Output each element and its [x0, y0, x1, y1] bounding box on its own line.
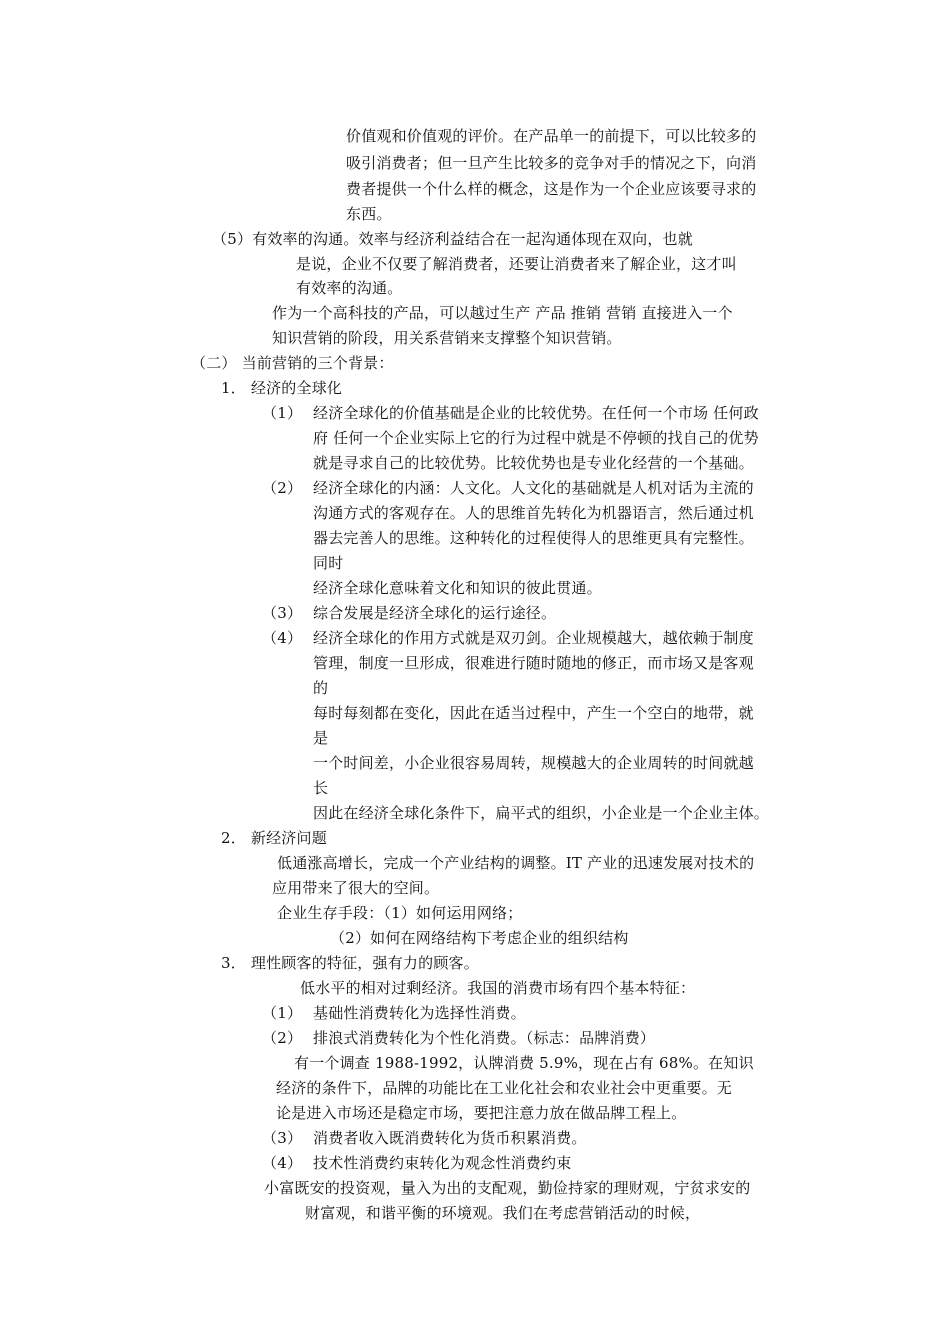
text-line: 技术性消费约束转化为观念性消费约束 — [313, 1154, 572, 1172]
text-line: （2）如何在网络结构下考虑企业的组织结构 — [330, 929, 629, 947]
text-line: 东西。 — [346, 205, 392, 223]
text-line: 同时 — [313, 554, 344, 572]
list-marker: （2） — [262, 1029, 303, 1047]
text-line: 经济全球化意味着文化和知识的彼此贯通。 — [313, 579, 602, 597]
text-line: 低水平的相对过剩经济。我国的消费市场有四个基本特征： — [300, 979, 696, 997]
text-line: 低通涨高增长，完成一个产业结构的调整。IT 产业的迅速发展对技术的 — [277, 854, 755, 872]
text-line: 消费者收入既消费转化为货币积累消费。 — [313, 1129, 587, 1147]
list-marker: （3） — [262, 604, 303, 622]
subsection-heading: 2． 新经济问题 — [221, 829, 327, 847]
list-marker: （1） — [262, 404, 303, 422]
text-line: 经济全球化的价值基础是企业的比较优势。在任何一个市场 任何政 — [313, 404, 759, 422]
text-line: 经济全球化的作用方式就是双刃剑。企业规模越大，越依赖于制度 — [313, 629, 754, 647]
text-line: 作为一个高科技的产品，可以越过生产 产品 推销 营销 直接进入一个 — [272, 304, 733, 322]
section-heading: （二） 当前营销的三个背景： — [191, 354, 394, 372]
text-line: 是说，企业不仅要了解消费者，还要让消费者来了解企业，这才叫 — [296, 255, 737, 273]
text-line: 器去完善人的思维。这种转化的过程使得人的思维更具有完整性。 — [313, 529, 754, 547]
text-line: 价值观和价值观的评价。在产品单一的前提下，可以比较多的 — [346, 127, 757, 145]
text-line: 论是进入市场还是稳定市场，要把注意力放在做品牌工程上。 — [276, 1104, 687, 1122]
list-marker: （1） — [262, 1004, 303, 1022]
text-line: 企业生存手段：（1）如何运用网络； — [277, 904, 523, 922]
text-line: 就是寻求自己的比较优势。比较优势也是专业化经营的一个基础。 — [313, 454, 754, 472]
text-line: 一个时间差，小企业很容易周转，规模越大的企业周转的时间就越 — [313, 754, 754, 772]
text-line: 府 任何一个企业实际上它的行为过程中就是不停顿的找自己的优势 — [313, 429, 759, 447]
text-line: 每时每刻都在变化，因此在适当过程中，产生一个空白的地带，就 — [313, 704, 754, 722]
text-line: 有一个调查 1988-1992，认牌消费 5.9%，现在占有 68%。在知识 — [294, 1054, 754, 1072]
text-line: 费者提供一个什么样的概念，这是作为一个企业应该要寻求的 — [346, 180, 757, 198]
text-line: 排浪式消费转化为个性化消费。（标志：品牌消费） — [313, 1029, 656, 1047]
list-marker: （3） — [262, 1129, 303, 1147]
text-line: 有效率的沟通。 — [296, 279, 403, 297]
text-line: 经济的条件下，品牌的功能比在工业化社会和农业社会中更重要。无 — [276, 1079, 733, 1097]
text-line: 应用带来了很大的空间。 — [272, 879, 440, 897]
text-line: 长 — [313, 779, 329, 797]
list-marker: （2） — [262, 479, 303, 497]
text-line: 是 — [313, 729, 329, 747]
text-line: 知识营销的阶段，用关系营销来支撑整个知识营销。 — [272, 329, 622, 347]
text-line: （5）有效率的沟通。效率与经济利益结合在一起沟通体现在双向，也就 — [212, 230, 693, 248]
list-marker: （4） — [262, 629, 303, 647]
text-line: 综合发展是经济全球化的运行途径。 — [313, 604, 557, 622]
text-line: 吸引消费者；但一旦产生比较多的竞争对手的情况之下，向消 — [346, 154, 757, 172]
subsection-heading: 1． 经济的全球化 — [221, 379, 343, 397]
text-line: 基础性消费转化为选择性消费。 — [313, 1004, 526, 1022]
subsection-heading: 3． 理性顾客的特征，强有力的顾客。 — [221, 954, 479, 972]
text-line: 因此在经济全球化条件下，扁平式的组织，小企业是一个企业主体。 — [313, 804, 770, 822]
text-line: 的 — [313, 679, 329, 697]
text-line: 财富观，和谐平衡的环境观。我们在考虑营销活动的时候， — [305, 1204, 701, 1222]
text-line: 经济全球化的内涵：人文化。人文化的基础就是人机对话为主流的 — [313, 479, 754, 497]
list-marker: （4） — [262, 1154, 303, 1172]
text-line: 管理，制度一旦形成，很难进行随时随地的修正，而市场又是客观 — [313, 654, 754, 672]
text-line: 小富既安的投资观，量入为出的支配观，勤俭持家的理财观，宁贫求安的 — [264, 1179, 751, 1197]
text-line: 沟通方式的客观存在。人的思维首先转化为机器语言，然后通过机 — [313, 504, 754, 522]
